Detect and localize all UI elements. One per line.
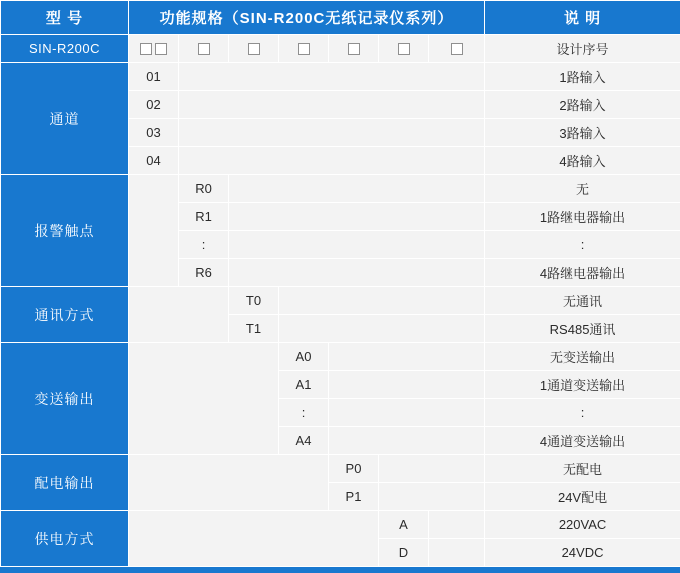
- table-row: [1, 63, 680, 91]
- option-code: T0: [229, 287, 279, 315]
- table-row: [1, 287, 680, 315]
- header-cell-desc: 说 明: [485, 1, 680, 35]
- option-desc: 4路继电器输出: [485, 259, 680, 287]
- table-header-row: [1, 1, 680, 35]
- option-code: R6: [179, 259, 229, 287]
- option-code: A0: [279, 343, 329, 371]
- option-code: 02: [129, 91, 179, 119]
- table-row: [1, 35, 680, 63]
- spacer-cell: [429, 539, 485, 567]
- model-desc-cell: 设计序号: [485, 35, 680, 63]
- table-bottom-accent-strip: [0, 567, 680, 573]
- group-label-communication: 通讯方式: [1, 287, 129, 343]
- checkbox-pair-group: [129, 35, 178, 62]
- option-desc: 无通讯: [485, 287, 680, 315]
- checkbox-icon: [451, 43, 463, 55]
- option-code: A4: [279, 427, 329, 455]
- spacer-cell: [429, 511, 485, 539]
- checkbox-icon: [155, 43, 167, 55]
- model-checkbox-cell: [429, 35, 485, 63]
- spacer-cell: [129, 455, 329, 511]
- group-label-alarm-contact: 报警触点: [1, 175, 129, 287]
- model-checkbox-pair-cell: [129, 35, 179, 63]
- option-code: P1: [329, 483, 379, 511]
- option-code: 03: [129, 119, 179, 147]
- spacer-cell: [379, 455, 485, 483]
- option-code: T1: [229, 315, 279, 343]
- model-checkbox-cell: [379, 35, 429, 63]
- option-desc: 4路输入: [485, 147, 680, 175]
- option-code: 01: [129, 63, 179, 91]
- group-label-transmitter-output: 变送输出: [1, 343, 129, 455]
- option-code: P0: [329, 455, 379, 483]
- spacer-cell: [329, 399, 485, 427]
- option-desc: :: [485, 231, 680, 259]
- spacer-cell: [129, 343, 279, 455]
- option-code: R0: [179, 175, 229, 203]
- group-label-power-distribution: 配电输出: [1, 455, 129, 511]
- table-row: [1, 455, 680, 483]
- spacer-cell: [179, 119, 485, 147]
- spacer-cell: [379, 483, 485, 511]
- spacer-cell: [229, 203, 485, 231]
- table-row: [1, 175, 680, 203]
- spacer-cell: [229, 175, 485, 203]
- spacer-cell: [329, 343, 485, 371]
- model-checkbox-cell: [229, 35, 279, 63]
- option-desc: 1通道变送输出: [485, 371, 680, 399]
- option-code: :: [279, 399, 329, 427]
- checkbox-icon: [298, 43, 310, 55]
- spacer-cell: [129, 287, 229, 343]
- group-label-channel: 通道: [1, 63, 129, 175]
- option-code: 04: [129, 147, 179, 175]
- option-desc: 4通道变送输出: [485, 427, 680, 455]
- header-cell-spec: 功能规格（SIN-R200C无纸记录仪系列）: [129, 1, 485, 35]
- spacer-cell: [179, 91, 485, 119]
- spacer-cell: [279, 315, 485, 343]
- group-label-power-supply: 供电方式: [1, 511, 129, 567]
- option-code: R1: [179, 203, 229, 231]
- option-code: A1: [279, 371, 329, 399]
- option-desc: :: [485, 399, 680, 427]
- option-desc: 无: [485, 175, 680, 203]
- header-cell-model: 型 号: [1, 1, 129, 35]
- model-checkbox-cell: [179, 35, 229, 63]
- option-code: :: [179, 231, 229, 259]
- checkbox-icon: [398, 43, 410, 55]
- model-checkbox-cell: [279, 35, 329, 63]
- checkbox-icon: [198, 43, 210, 55]
- checkbox-icon: [348, 43, 360, 55]
- spacer-cell: [229, 231, 485, 259]
- option-code: A: [379, 511, 429, 539]
- model-checkbox-cell: [329, 35, 379, 63]
- spacer-cell: [129, 511, 379, 567]
- spacer-cell: [329, 427, 485, 455]
- option-desc: 3路输入: [485, 119, 680, 147]
- spacer-cell: [179, 147, 485, 175]
- model-name-cell: SIN-R200C: [1, 35, 129, 63]
- table-row: [1, 511, 680, 539]
- option-desc: 220VAC: [485, 511, 680, 539]
- checkbox-icon: [248, 43, 260, 55]
- checkbox-icon: [140, 43, 152, 55]
- option-desc: 无配电: [485, 455, 680, 483]
- option-desc: 1路继电器输出: [485, 203, 680, 231]
- option-code: D: [379, 539, 429, 567]
- spacer-cell: [329, 371, 485, 399]
- option-desc: 24V配电: [485, 483, 680, 511]
- spacer-cell: [279, 287, 485, 315]
- spacer-cell: [129, 175, 179, 287]
- spacer-cell: [179, 63, 485, 91]
- option-desc: 2路输入: [485, 91, 680, 119]
- option-desc: RS485通讯: [485, 315, 680, 343]
- option-desc: 无变送输出: [485, 343, 680, 371]
- table-row: [1, 343, 680, 371]
- spacer-cell: [229, 259, 485, 287]
- option-desc: 1路输入: [485, 63, 680, 91]
- option-desc: 24VDC: [485, 539, 680, 567]
